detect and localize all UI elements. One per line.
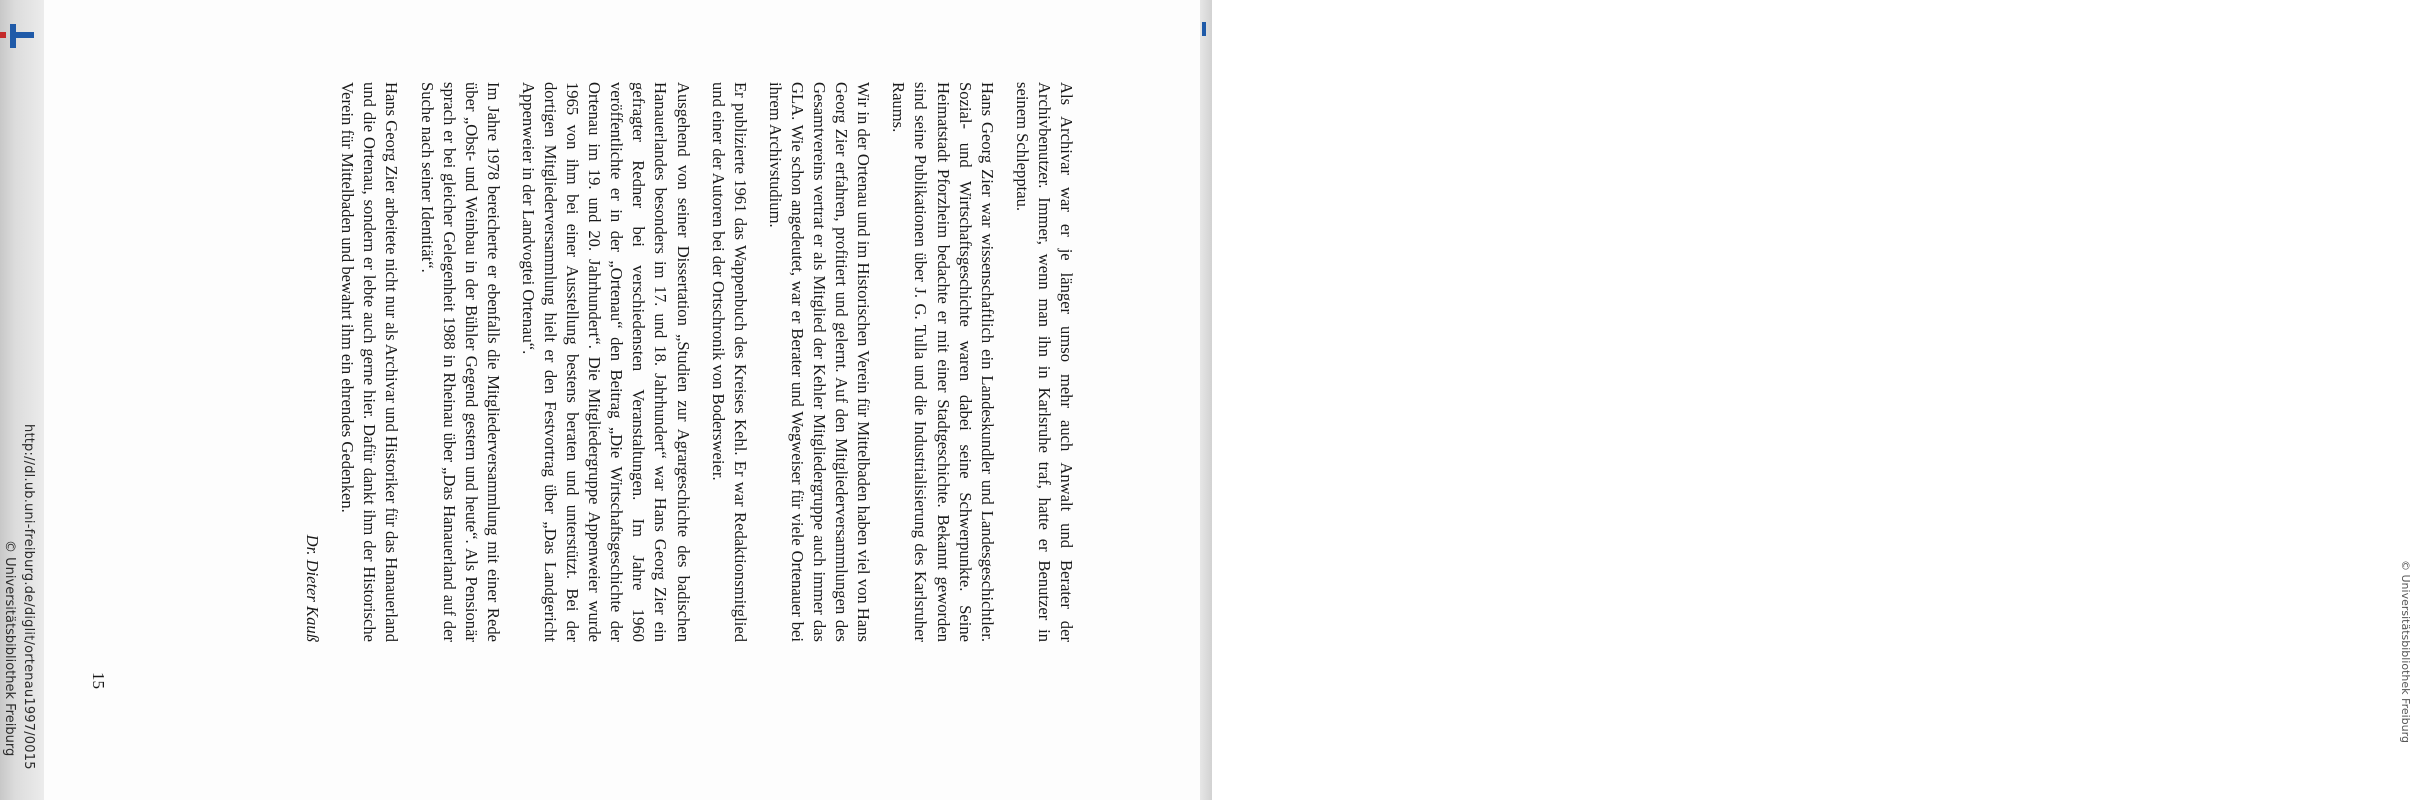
edge-fragment-text: © Universitätsbibliothek Freiburg xyxy=(2399,560,2412,743)
author-signature: Dr. Dieter Kauß xyxy=(303,534,323,642)
article-body xyxy=(301,82,1077,642)
paragraph: Er publizierte 1961 das Wappenbuch des Kreises Kehl. Er war Redaktionsmitglied und einer der Autoren bei der Ortschronik von Bodersweier. xyxy=(708,82,750,642)
paragraph: Ausgehend von seiner Dissertation „Studien zur Agrargeschichte des badischen Hanauerlandes besonders im 17. und 18. Jahrhundert“ war Hans Georg Zier ein gefragter Redner bei verschiedensten Veranstaltungen. Im Jahre 1960 veröffentlichte er in der „Ortenau“ den Beitrag „Die Wirtschaftsgeschichte der Ortenau im 19. und 20. Jahrhundert“. Die Mitgliedergruppe Appenweier wurde 1965 von ihm bei einer Ausstellung bestens beraten und unterstützt. Bei der dortigen Mitgliederversammlung hielt er den Festvortrag über „Das Landgericht Appenweier in der Landvogtei Ortenau“. xyxy=(518,82,693,642)
edge-fragment xyxy=(2400,0,2412,800)
source-url[interactable]: http://dl.ub.uni-freiburg.de/diglit/ortenau1997/0015 xyxy=(21,424,36,770)
library-logo-icon-right xyxy=(1202,22,1210,36)
paragraph: Als Archivar war er je länger umso mehr auch Anwalt und Berater der Archivbenutzer. Immer, wenn man ihn in Karlsruhe traf, hatte er Benutzer in seinem Schlepptau. xyxy=(1012,82,1076,642)
paragraph: Hans Georg Zier war wissenschaftlich ein Landeskundler und Landesgeschichtler. Sozial- und Wirtschaftsgeschichte waren dabei seine Schwerpunkte. Seine Heimatstadt Pforzheim bedachte er mit einer Stadtgeschichte. Bekannt geworden sind seine Publikationen über J. G. Tulla und die Industrialisierung des Karlsruher Raums. xyxy=(889,82,997,642)
page-number: 15 xyxy=(89,672,108,689)
paragraph: Im Jahre 1978 bereicherte er ebenfalls die Mitgliederversammlung mit einer Rede über „Obst- und Weinbau in der Bühler Gegend gestern und heute“. Als Pensionär sprach er bei gleicher Gelegenheit 1988 in Rheinau über „Das Hanauerland auf der Suche nach seiner Identität“. xyxy=(417,82,503,642)
copyright-notice: © Universitätsbibliothek Freiburg xyxy=(2,540,17,757)
paragraph: Hans Georg Zier arbeitete nicht nur als Archivar und Historiker für das Hanauerland und die Ortenau, sondern er lebte auch gerne hier. Dafür dankt ihm der Historische Verein für Mittelbaden und bewahrt ihm ein ehrendes Gedenken. xyxy=(338,82,402,642)
document-page xyxy=(44,0,1200,800)
right-margin-strip xyxy=(1200,0,1212,800)
paragraph: Wir in der Ortenau und im Historischen Verein für Mittelbaden haben viel von Hans Georg Zier erfahren, profitiert und gelernt. Auf den Mitgliederversammlungen des Gesamtvereins vertrat er als Mitglied der Kehler Mitgliedergruppe auch immer das GLA. Wie schon angedeutet, war er Berater und Wegweiser für viele Ortenauer bei ihrem Archivstudium. xyxy=(765,82,874,642)
page-footer xyxy=(0,0,44,800)
